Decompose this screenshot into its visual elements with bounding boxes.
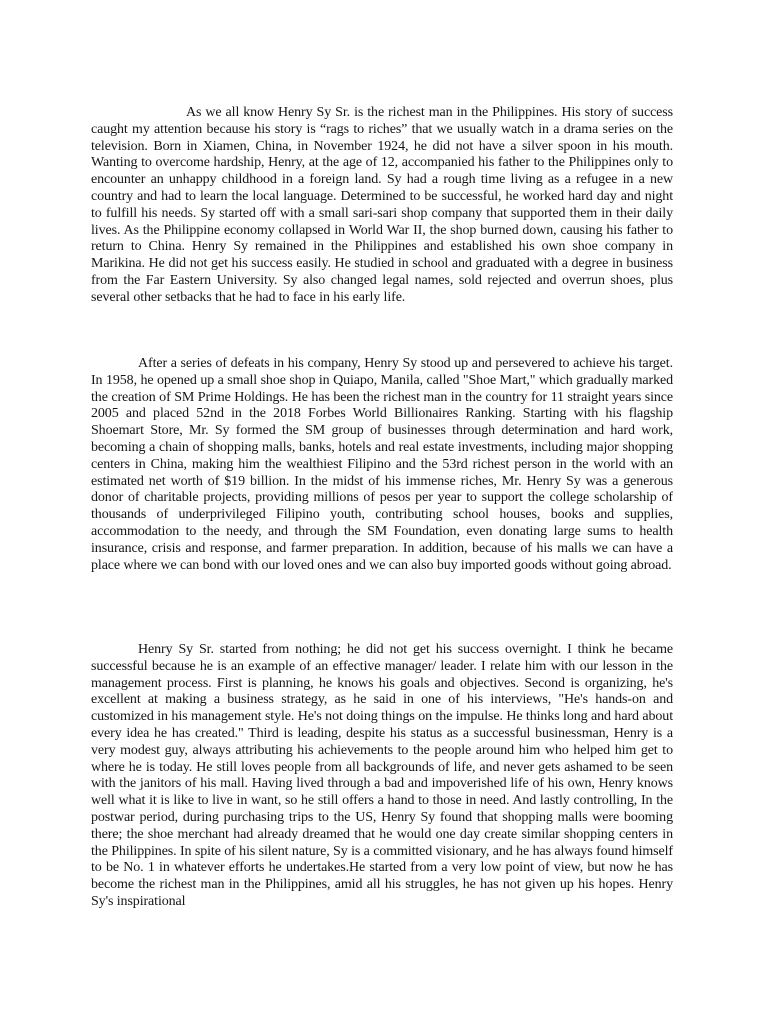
paragraph-career: After a series of defeats in his company, Henry Sy stood up and persevered to achieve his target. In 1958, he opened up a small shoe shop in Quiapo, Manila, called "Shoe Mart," which gradually marked the creation of SM Prime Holdings. He has been the richest man in the country for 11 straight years since 2005 and placed 52nd in the 2018 Forbes World Billionaires Ranking. Starting with his flagship Shoemart Store, Mr. Sy formed the SM group of businesses through determination and hard work, becoming a chain of shopping malls, banks, hotels and real estate investments, including major shopping centers in China, making him the wealthiest Filipino and the 53rd richest person in the world with an estimated net worth of $19 billion. In the midst of his immense riches, Mr. Henry Sy was a generous donor of charitable projects, providing millions of pesos per year to support the college scholarship of thousands of underprivileged Filipino youth, contributing school houses, books and supplies, accommodation to the needy, and through the SM Foundation, even donating large sums to health insurance, crisis and response, and farmer preparation. In addition, because of his malls we can have a place where we can bond with our loved ones and we can also buy imported goods without going abroad. — [91, 356, 673, 573]
paragraph-intro: As we all know Henry Sy Sr. is the richest man in the Philippines. His story of success caught my attention because his story is “rags to riches” that we usually watch in a drama series on the television. Born in Xiamen, China, in November 1924, he did not have a silver spoon in his mouth. Wanting to overcome hardship, Henry, at the age of 12, accompanied his father to the Philippines only to encounter an unhappy childhood in a foreign land. Sy had a rough time living as a refugee in a new country and had to learn the local language. Determined to be successful, he worked hard day and night to fulfill his needs. Sy started off with a small sari-sari shop company that supported them in their daily lives. As the Philippine economy collapsed in World War II, the shop burned down, causing his father to return to China. Henry Sy remained in the Philippines and established his own shoe company in Marikina. He did not get his success easily. He studied in school and graduated with a degree in business from the Far Eastern University. Sy also changed legal names, sold rejected and overrun shoes, plus several other setbacks that he had to face in his early life. — [91, 105, 673, 305]
paragraph-management: Henry Sy Sr. started from nothing; he did not get his success overnight. I think he became successful because he is an example of an effective manager/ leader. I relate him with our lesson in the management process. First is planning, he knows his goals and objectives. Second is organizing, he's excellent at making a business strategy, as he said in one of his interviews, "He's hands-on and customized in his management style. He's not doing things on the impulse. He thinks long and hard about every idea he has created." Third is leading, despite his status as a successful businessman, Henry is a very modest guy, always attributing his achievements to the people around him who helped him get to where he is today. He still loves people from all backgrounds of life, and never gets ashamed to be seen with the janitors of his mall. Having lived through a bad and impoverished life of his own, Henry knows well what it is like to live in want, so he still offers a hand to those in need. And lastly controlling, In the postwar period, during purchasing trips to the US, Henry Sy found that shopping malls were booming there; the shoe merchant had already dreamed that he would one day create similar shopping centers in the Philippines. In spite of his silent nature, Sy is a committed visionary, and he has always found himself to be No. 1 in whatever efforts he undertakes.He started from a very low point of view, but now he has become the richest man in the Philippines, amid all his struggles, he has not given up his hopes. Henry Sy's inspirational — [91, 642, 673, 909]
